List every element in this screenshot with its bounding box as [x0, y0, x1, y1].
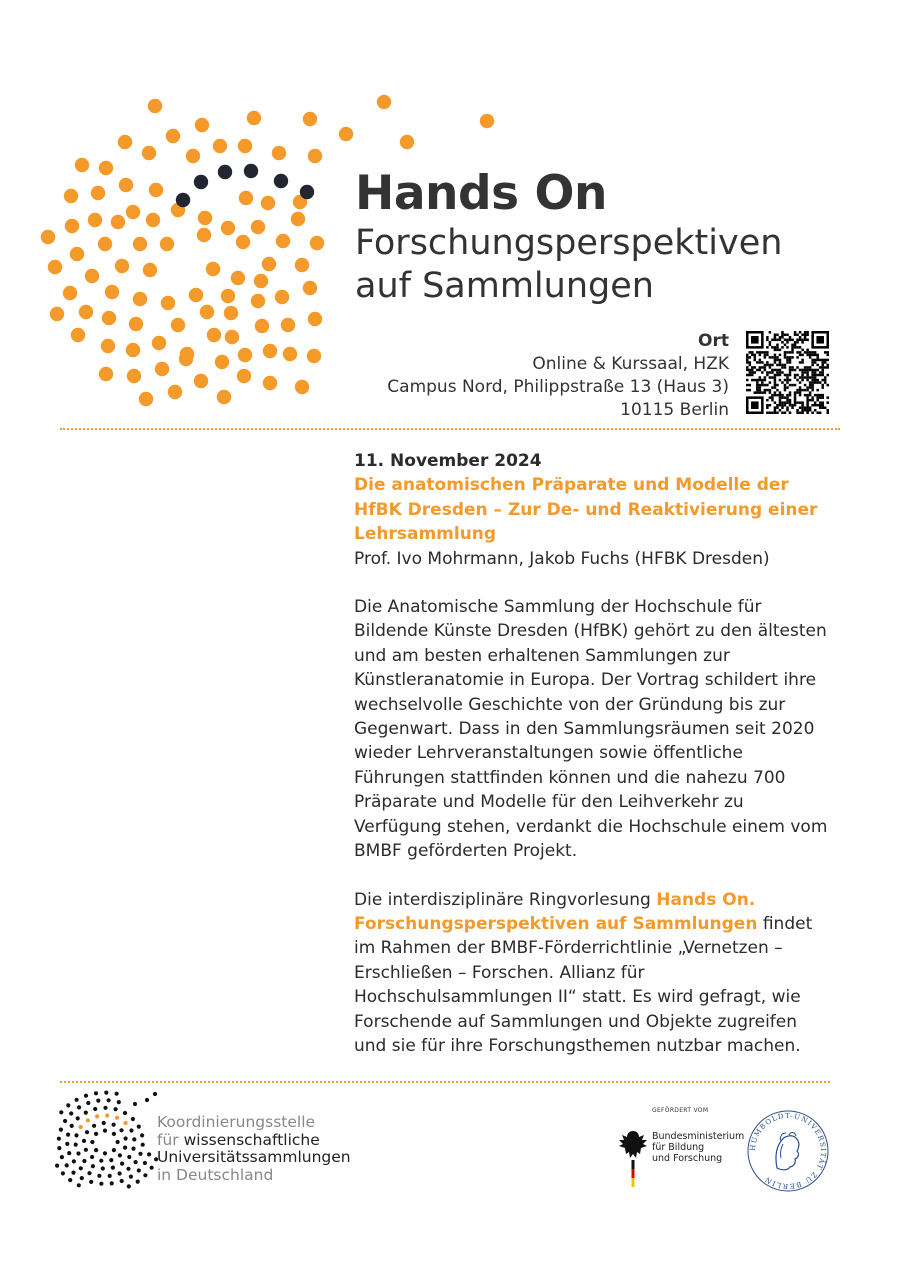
poster-title: Hands On — [355, 166, 607, 221]
orange-dot — [295, 258, 309, 272]
orange-dot — [307, 349, 321, 363]
talk-description: Die Anatomische Sammlung der Hochschule für Bildende Künste Dresden (HfBK) gehört zu den ältesten und am besten erhaltenen Sammlungen zur Künstleranatomie in Europa. Der Vortrag schildert ihre wechselvolle Geschichte von der Gründung bis zur Gegenwart. Dass in den Sammlungsräumen seit 2020 wieder Lehrveranstaltungen sowie öffentliche Führungen stattfinden können und die nahezu 700 Präparate und Modelle für den Leihverkehr zu Verfügung stehen, verdankt die Hochschule einem vom BMBF geförderten Projekt. — [354, 597, 828, 862]
series-description — [354, 888, 834, 1059]
orange-dot — [206, 262, 220, 276]
orange-dot — [63, 286, 77, 300]
orange-dot — [221, 221, 235, 235]
orange-dot — [310, 236, 324, 250]
orange-dot — [166, 129, 180, 143]
k-line-2: für wissenschaftliche — [157, 1130, 320, 1149]
orange-dot — [101, 339, 115, 353]
speakers: Prof. Ivo Mohrmann, Jakob Fuchs (HFBK Dresden) — [354, 548, 770, 569]
orange-dot — [281, 318, 295, 332]
location-line-3: 10115 Berlin — [620, 400, 729, 420]
k-line-4: in Deutschland — [157, 1165, 274, 1184]
dark-dot — [176, 193, 190, 207]
separator-bottom — [60, 1081, 830, 1083]
orange-dot — [160, 237, 174, 251]
orange-dot — [85, 269, 99, 283]
orange-dot — [221, 289, 235, 303]
orange-dot — [91, 186, 105, 200]
series-text-after: findet im Rahmen der BMBF-Förderrichtlinie „Vernetzen – Erschließen – Forschen. Allianz für Hochschulsammlungen II“ statt. Es wird gefragt, wie Forschende auf Sammlungen und Objekte zugreifen und sie für ihre Forschungsthemen nutzbar machen. — [354, 913, 813, 1056]
orange-dot — [155, 362, 169, 376]
orange-dot — [189, 288, 203, 302]
orange-dot — [111, 215, 125, 229]
dark-dot — [244, 164, 258, 178]
dark-dot — [300, 185, 314, 199]
orange-dot — [143, 263, 157, 277]
koordinierungsstelle-logo-icon — [55, 1090, 160, 1190]
orange-dot — [247, 111, 261, 125]
orange-dot — [238, 348, 252, 362]
orange-dot — [41, 230, 55, 244]
orange-dot — [261, 196, 275, 210]
orange-dot — [70, 247, 84, 261]
orange-dot — [146, 213, 160, 227]
main-content — [354, 449, 834, 1058]
orange-dot — [65, 219, 79, 233]
k-line-1: Koordinierungsstelle — [157, 1113, 316, 1131]
orange-dot — [79, 305, 93, 319]
dark-dot — [218, 165, 232, 179]
orange-dot — [224, 306, 238, 320]
orange-dot — [64, 189, 78, 203]
orange-dot — [126, 205, 140, 219]
orange-dot — [161, 296, 175, 310]
orange-dot — [139, 392, 153, 406]
orange-dot — [263, 344, 277, 358]
orange-dot — [254, 274, 268, 288]
orange-dot — [263, 376, 277, 390]
orange-dot — [217, 390, 231, 404]
orange-dot — [283, 347, 297, 361]
orange-dot — [251, 294, 265, 308]
orange-dot — [105, 285, 119, 299]
location-line-1: Online & Kurssaal, HZK — [532, 354, 729, 374]
orange-dot — [71, 328, 85, 342]
orange-dot — [225, 330, 239, 344]
orange-dot — [99, 367, 113, 381]
orange-dot — [98, 237, 112, 251]
orange-dot — [102, 311, 116, 325]
subtitle-line-1: Forschungsperspektiven — [355, 223, 783, 263]
orange-dot — [255, 319, 269, 333]
series-title-highlight: Hands On. Forschungsperspektiven auf Sammlungen — [354, 889, 758, 934]
orange-dot — [119, 178, 133, 192]
orange-dot — [237, 369, 251, 383]
humboldt-university-seal-icon — [745, 1108, 831, 1194]
orange-dot — [207, 328, 221, 342]
qr-code[interactable] — [746, 331, 829, 414]
orange-dot — [239, 191, 253, 205]
orange-dot — [133, 237, 147, 251]
dark-dot — [194, 175, 208, 189]
orange-dot — [118, 135, 132, 149]
federal-eagle-icon — [616, 1128, 650, 1188]
orange-dot — [238, 139, 252, 153]
orange-dot — [272, 146, 286, 160]
orange-dot — [171, 318, 185, 332]
orange-dot — [75, 158, 89, 172]
location-label: Ort — [698, 331, 729, 351]
koordinierungsstelle-text — [157, 1114, 351, 1184]
orange-dot — [231, 271, 245, 285]
orange-dot — [251, 220, 265, 234]
orange-dot — [152, 336, 166, 350]
orange-dot — [308, 312, 322, 326]
orange-dot — [127, 369, 141, 383]
orange-dot — [308, 149, 322, 163]
orange-dot — [186, 149, 200, 163]
orange-dot — [50, 307, 64, 321]
orange-dot — [400, 135, 414, 149]
orange-dot — [115, 259, 129, 273]
location-block — [387, 330, 729, 422]
dark-dot — [274, 174, 288, 188]
subtitle-line-2: auf Sammlungen — [355, 266, 654, 306]
svg-text:HUMBOLDT-UNIVERSITÄT ZU BERLIN — [749, 1112, 828, 1190]
orange-dot — [142, 146, 156, 160]
event-date: 11. November 2024 — [354, 451, 542, 471]
orange-dot — [179, 352, 193, 366]
location-line-2: Campus Nord, Philippstraße 13 (Haus 3) — [387, 377, 729, 397]
orange-dot — [129, 317, 143, 331]
orange-dot — [88, 213, 102, 227]
orange-dot — [168, 385, 182, 399]
poster-subtitle — [355, 222, 782, 308]
orange-dot — [148, 99, 162, 113]
orange-dot — [99, 161, 113, 175]
series-text-before: Die interdisziplinäre Ringvorlesung — [354, 889, 657, 910]
orange-dot — [275, 290, 289, 304]
separator-top — [60, 428, 840, 430]
orange-dot — [262, 257, 276, 271]
orange-dot — [126, 343, 140, 357]
talk-title: Die anatomischen Präparate und Modelle der HfBK Dresden – Zur De- und Reaktivierung einer Lehrsammlung — [354, 475, 818, 545]
k-line-3: Universitätssammlungen — [157, 1148, 351, 1167]
funded-by-label: GEFÖRDERT VOM — [652, 1107, 709, 1114]
orange-dot — [195, 118, 209, 132]
orange-dot — [197, 228, 211, 242]
orange-dot — [133, 292, 147, 306]
orange-dot — [295, 380, 309, 394]
orange-dot — [276, 234, 290, 248]
orange-dot — [200, 305, 214, 319]
orange-dot — [291, 212, 305, 226]
orange-dot — [303, 112, 317, 126]
orange-dot — [303, 281, 317, 295]
bmbf-text: Bundesministerium für Bildung und Forschung — [652, 1131, 745, 1164]
orange-dot — [48, 260, 62, 274]
orange-dot — [198, 211, 212, 225]
orange-dot — [215, 355, 229, 369]
orange-dot — [236, 235, 250, 249]
orange-dot — [377, 95, 391, 109]
orange-dot — [213, 139, 227, 153]
humboldt-seal-text: HUMBOLDT-UNIVERSITÄT ZU BERLIN — [748, 1111, 828, 1191]
orange-dot — [339, 127, 353, 141]
orange-dot — [480, 114, 494, 128]
orange-dot — [194, 374, 208, 388]
orange-dot — [149, 183, 163, 197]
